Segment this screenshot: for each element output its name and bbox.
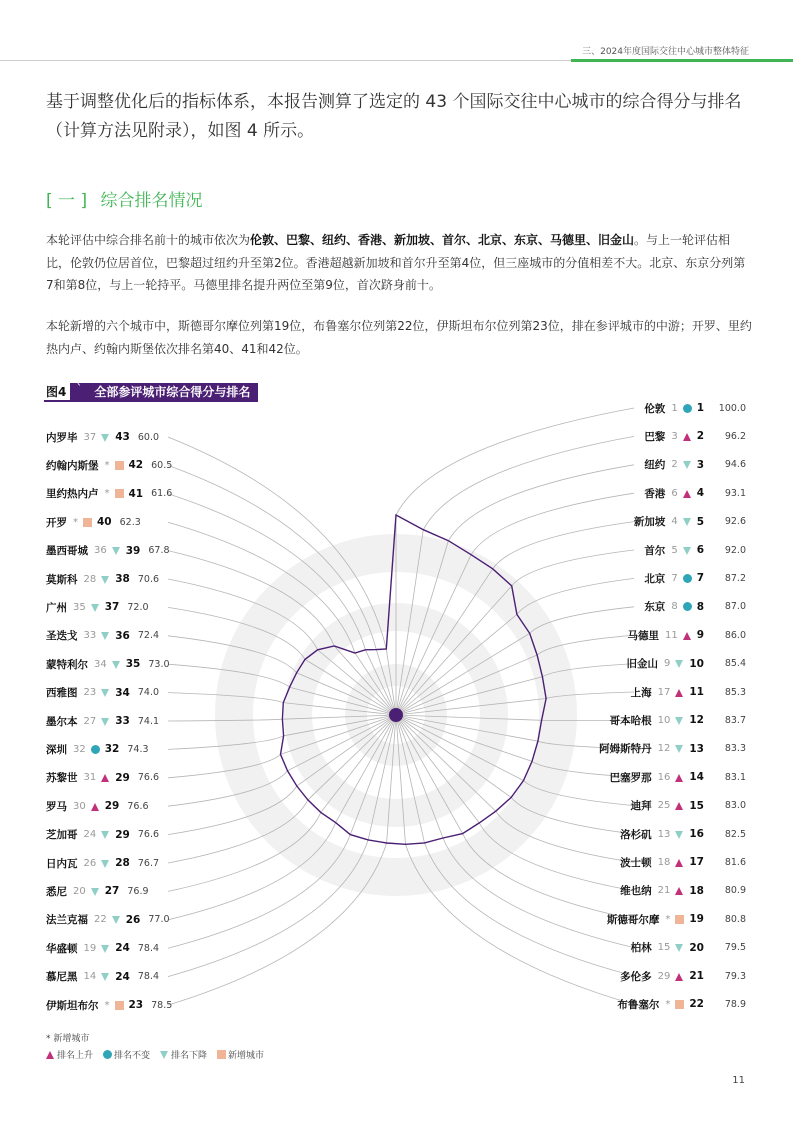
current-rank: 29 [115, 828, 130, 841]
city-row [46, 996, 286, 1014]
rank-change-circle-icon [683, 404, 692, 413]
section-title: 综合排名情况 [100, 191, 203, 211]
city-name: 日内瓦 [46, 857, 78, 870]
city-row [450, 456, 746, 474]
rank-change-down-triangle-icon [91, 887, 100, 896]
current-rank: 15 [689, 799, 704, 812]
city-row [46, 911, 286, 929]
rank-change-down-triangle-icon [101, 944, 110, 953]
city-row [46, 428, 286, 446]
city-row [450, 626, 746, 644]
rank-change-square-icon [115, 489, 124, 498]
city-name: 罗马 [46, 800, 67, 813]
city-row [46, 712, 286, 730]
previous-rank: * [104, 488, 110, 500]
previous-rank: 4 [671, 516, 678, 528]
composite-score: 74.3 [127, 743, 149, 755]
previous-rank: 10 [657, 714, 671, 726]
down-triangle-icon [160, 1050, 169, 1059]
city-name: 布鲁塞尔 [617, 998, 660, 1011]
composite-score: 76.6 [137, 829, 160, 841]
city-row [450, 910, 746, 928]
city-name: 纽约 [644, 459, 666, 472]
previous-rank: 36 [94, 545, 107, 557]
current-rank: 1 [696, 402, 704, 414]
previous-rank: 34 [94, 658, 107, 670]
rank-change-square-icon [675, 1000, 684, 1009]
composite-score: 79.3 [724, 970, 746, 982]
city-row [450, 598, 746, 616]
composite-score: 85.3 [724, 686, 746, 698]
city-name: 蒙特利尔 [46, 658, 88, 671]
city-name: 柏林 [630, 942, 652, 955]
current-rank: 38 [115, 573, 130, 585]
composite-score: 74.0 [137, 687, 160, 699]
current-rank: 32 [104, 743, 120, 756]
previous-rank: 30 [73, 800, 86, 812]
radar-center-dot [389, 708, 403, 722]
rank-change-up-triangle-icon [675, 972, 684, 981]
current-rank: 28 [115, 857, 130, 869]
previous-rank: * [665, 913, 671, 925]
city-name: 苏黎世 [46, 772, 78, 785]
previous-rank: 1 [671, 402, 678, 414]
current-rank: 17 [689, 856, 704, 869]
city-row [46, 939, 286, 957]
city-row [46, 826, 286, 844]
previous-rank: 17 [657, 686, 671, 698]
current-rank: 21 [689, 970, 704, 982]
city-name: 法兰克福 [46, 914, 88, 927]
current-rank: 14 [689, 771, 704, 784]
composite-score: 79.5 [724, 942, 746, 954]
rank-change-up-triangle-icon [675, 801, 684, 810]
previous-rank: 27 [83, 715, 97, 727]
current-rank: 27 [104, 885, 120, 898]
composite-score: 93.1 [724, 487, 746, 499]
rank-change-square-icon [83, 518, 92, 527]
previous-rank: 11 [664, 629, 678, 641]
current-rank: 7 [696, 572, 704, 585]
composite-score: 86.0 [724, 629, 746, 641]
composite-score: 62.3 [119, 516, 141, 528]
city-row [450, 740, 746, 758]
composite-score: 96.2 [724, 430, 746, 442]
composite-score: 92.6 [724, 516, 746, 528]
composite-score: 82.5 [724, 828, 746, 840]
city-name: 莫斯科 [46, 573, 78, 586]
rank-change-square-icon [115, 1001, 124, 1010]
previous-rank: 28 [83, 573, 97, 585]
city-name: 斯德哥尔摩 [606, 913, 660, 926]
current-rank: 24 [115, 942, 130, 955]
city-name: 多伦多 [620, 970, 652, 983]
city-row [46, 570, 286, 588]
rank-change-up-triangle-icon [683, 432, 692, 441]
current-rank: 33 [115, 715, 130, 727]
rank-change-down-triangle-icon [101, 631, 110, 640]
city-name: 迪拜 [630, 800, 652, 813]
city-name: 阿姆斯特丹 [599, 743, 652, 756]
rank-change-down-triangle-icon [683, 460, 692, 469]
current-rank: 37 [104, 601, 120, 614]
previous-rank: 23 [83, 687, 97, 699]
city-row [46, 769, 286, 787]
city-name: 圣迭戈 [46, 630, 78, 643]
paragraph-rest: 。与上一轮评估相比，伦敦仍位居首位，巴黎超过纽约升至第2位。香港超越新加坡和首尔升至第4位，但三座城市的分值相差不大。北京、东京分列第7和第8位，与上一轮持平。马德里排名提升两位至第9位，首次跻身前十。 [46, 233, 746, 292]
composite-score: 83.0 [724, 800, 746, 812]
rank-change-up-triangle-icon [683, 489, 692, 498]
city-row [450, 797, 746, 815]
composite-score: 83.3 [724, 743, 746, 755]
composite-score: 100.0 [718, 402, 746, 414]
rank-change-down-triangle-icon [675, 943, 684, 952]
rank-change-circle-icon [91, 745, 100, 754]
composite-score: 67.8 [148, 545, 170, 557]
circle-icon [103, 1050, 112, 1059]
city-name: 内罗毕 [46, 431, 78, 444]
previous-rank: 14 [83, 971, 97, 983]
previous-rank: 8 [671, 601, 678, 613]
city-name: 哥本哈根 [609, 714, 652, 727]
rank-change-down-triangle-icon [101, 830, 110, 839]
previous-rank: 32 [73, 743, 86, 755]
city-row [46, 542, 286, 560]
rank-change-down-triangle-icon [101, 575, 110, 584]
composite-score: 92.0 [724, 544, 746, 556]
city-name: 西雅图 [46, 687, 78, 700]
city-row [46, 627, 286, 645]
city-row [46, 797, 286, 815]
city-row [450, 541, 746, 559]
city-row [450, 882, 746, 900]
composite-score: 77.0 [148, 914, 170, 926]
city-name: 伦敦 [644, 402, 666, 415]
city-row [46, 684, 286, 702]
legend-up: 排名上升 [46, 1048, 93, 1061]
current-rank: 11 [689, 686, 704, 698]
previous-rank: 37 [83, 431, 97, 443]
current-rank: 26 [125, 913, 141, 926]
current-rank: 23 [128, 999, 144, 1011]
previous-rank: 33 [83, 630, 97, 642]
city-name: 里约热内卢 [46, 488, 99, 501]
previous-rank: * [73, 516, 78, 528]
composite-score: 70.6 [137, 573, 160, 585]
rank-change-square-icon [115, 461, 124, 470]
composite-score: 81.6 [724, 856, 746, 868]
city-row [46, 968, 286, 986]
previous-rank: 19 [83, 942, 97, 954]
previous-rank: 6 [671, 487, 678, 499]
city-row [450, 768, 746, 786]
square-icon [217, 1050, 226, 1059]
previous-rank: 20 [73, 885, 86, 897]
rank-change-up-triangle-icon [675, 858, 684, 867]
current-rank: 4 [696, 487, 704, 500]
current-rank: 19 [689, 913, 704, 926]
figure-number: 图4 [44, 383, 70, 402]
city-row [46, 882, 286, 900]
current-rank: 29 [115, 771, 130, 784]
composite-score: 76.6 [127, 800, 149, 812]
current-rank: 5 [696, 515, 704, 528]
legend-new: 新增城市 [217, 1048, 264, 1061]
current-rank: 36 [115, 629, 130, 642]
city-name: 首尔 [644, 544, 666, 557]
rank-change-up-triangle-icon [675, 688, 684, 697]
city-name: 巴黎 [644, 430, 666, 443]
rank-change-down-triangle-icon [683, 546, 692, 555]
previous-rank: 2 [671, 459, 678, 471]
composite-score: 72.4 [137, 630, 160, 642]
current-rank: 18 [689, 884, 704, 897]
city-row [46, 598, 286, 616]
rank-change-down-triangle-icon [91, 603, 100, 612]
city-name: 维也纳 [620, 885, 652, 898]
composite-score: 60.5 [151, 459, 173, 471]
city-row [46, 456, 286, 474]
previous-rank: 7 [671, 572, 678, 584]
legend [46, 1048, 274, 1061]
city-name: 新加坡 [633, 516, 666, 529]
figure-title: 全部参评城市综合得分与排名 [90, 383, 258, 402]
previous-rank: 5 [671, 544, 678, 556]
current-rank: 24 [115, 970, 130, 983]
composite-score: 76.9 [127, 885, 149, 897]
rank-change-down-triangle-icon [112, 660, 121, 669]
rank-change-circle-icon [683, 602, 692, 611]
legend-new-city-note: * 新增城市 [46, 1034, 90, 1044]
city-row [46, 740, 286, 758]
rank-change-down-triangle-icon [101, 972, 110, 981]
current-rank: 8 [696, 600, 704, 613]
current-rank: 6 [696, 544, 704, 556]
current-rank: 34 [115, 686, 130, 699]
city-name: 旧金山 [626, 658, 658, 671]
city-name: 香港 [644, 487, 666, 500]
composite-score: 61.6 [151, 488, 173, 500]
composite-score: 85.4 [724, 658, 746, 670]
current-rank: 10 [689, 657, 704, 670]
previous-rank: * [665, 998, 671, 1010]
paragraph-lead: 本轮评估中综合排名前十的城市依次为 [46, 233, 251, 247]
city-row [46, 485, 286, 503]
rank-change-up-triangle-icon [675, 773, 684, 782]
current-rank: 3 [696, 458, 704, 471]
city-name: 洛杉矶 [620, 828, 652, 841]
rank-change-down-triangle-icon [101, 859, 110, 868]
composite-score: 73.0 [148, 658, 170, 670]
previous-rank: 9 [664, 658, 671, 670]
rank-change-down-triangle-icon [675, 659, 684, 668]
previous-rank: 13 [657, 828, 671, 840]
rank-change-down-triangle-icon [101, 688, 110, 697]
city-row [450, 853, 746, 871]
previous-rank: 29 [657, 970, 671, 982]
section-bracket: [ 一 ] [46, 191, 88, 211]
composite-score: 83.7 [724, 714, 746, 726]
rank-change-circle-icon [683, 574, 692, 583]
current-rank: 22 [689, 998, 704, 1011]
previous-rank: 15 [657, 942, 671, 954]
city-row [450, 967, 746, 985]
rank-change-down-triangle-icon [683, 517, 692, 526]
city-row [450, 569, 746, 587]
city-row [450, 711, 746, 729]
rank-change-down-triangle-icon [112, 915, 121, 924]
rank-change-up-triangle-icon [675, 886, 684, 895]
composite-score: 87.2 [724, 572, 746, 584]
previous-rank: 21 [657, 885, 671, 897]
current-rank: 40 [97, 516, 112, 529]
city-row [450, 427, 746, 445]
previous-rank: 35 [73, 601, 86, 613]
composite-score: 78.9 [724, 998, 746, 1010]
city-name: 马德里 [627, 629, 659, 642]
current-rank: 41 [128, 487, 144, 500]
current-rank: 13 [689, 742, 704, 755]
city-name: 华盛顿 [46, 942, 78, 955]
current-rank: 12 [689, 714, 704, 727]
composite-score: 74.1 [137, 715, 160, 727]
rank-change-down-triangle-icon [112, 546, 121, 555]
current-rank: 20 [689, 941, 704, 954]
rank-change-up-triangle-icon [101, 773, 110, 782]
composite-score: 72.0 [127, 601, 149, 613]
previous-rank: 31 [83, 772, 97, 784]
city-row [450, 995, 746, 1013]
composite-score: 60.0 [137, 431, 160, 443]
previous-rank: 12 [657, 743, 671, 755]
current-rank: 43 [115, 431, 130, 443]
composite-score: 76.6 [137, 772, 160, 784]
legend-same: 排名不变 [103, 1048, 150, 1061]
city-row [46, 854, 286, 872]
legend-down: 排名下降 [160, 1048, 207, 1061]
rank-change-down-triangle-icon [675, 744, 684, 753]
composite-score: 78.5 [151, 999, 173, 1011]
city-name: 伊斯坦布尔 [46, 999, 99, 1012]
rank-change-down-triangle-icon [675, 830, 684, 839]
rank-change-up-triangle-icon [683, 631, 692, 640]
intro-paragraph: 基于调整优化后的指标体系，本报告测算了选定的 43 个国际交往中心城市的综合得分与排名（计算方法见附录），如图 4 所示。 [46, 92, 742, 141]
rank-change-down-triangle-icon [101, 717, 110, 726]
city-name: 广州 [46, 601, 67, 614]
city-row [450, 825, 746, 843]
previous-rank: 25 [657, 800, 671, 812]
city-name: 慕尼黑 [46, 971, 78, 984]
city-name: 开罗 [46, 516, 67, 529]
previous-rank: 24 [83, 829, 97, 841]
current-rank: 35 [125, 658, 141, 671]
previous-rank: * [104, 999, 110, 1011]
composite-score: 87.0 [724, 601, 746, 613]
city-name: 墨西哥城 [46, 545, 88, 558]
rank-change-down-triangle-icon [675, 716, 684, 725]
city-row [450, 513, 746, 531]
composite-score: 80.8 [724, 913, 746, 925]
paragraph-new-cities: 本轮新增的六个城市中，斯德哥尔摩位列第19位，布鲁塞尔位列第22位，伊斯坦布尔位列第23位，排在参评城市的中游；开罗、里约热内卢、约翰内斯堡依次排名第40、41和42位。 [46, 319, 752, 356]
city-name: 东京 [644, 601, 666, 614]
previous-rank: 26 [83, 857, 97, 869]
composite-score: 78.4 [137, 971, 160, 983]
up-triangle-icon [46, 1050, 55, 1059]
city-name: 波士顿 [620, 856, 652, 869]
city-row [450, 939, 746, 957]
city-row [450, 484, 746, 502]
city-name: 约翰内斯堡 [46, 459, 99, 472]
city-name: 悉尼 [46, 885, 67, 898]
city-row [46, 513, 286, 531]
city-name: 上海 [630, 686, 652, 699]
city-name: 北京 [644, 572, 666, 585]
city-row [450, 655, 746, 673]
composite-score: 76.7 [137, 857, 160, 869]
city-row [450, 683, 746, 701]
current-rank: 9 [696, 629, 704, 642]
previous-rank: 22 [94, 914, 107, 926]
city-row [450, 399, 746, 417]
current-rank: 2 [696, 430, 704, 443]
city-name: 芝加哥 [46, 829, 78, 842]
composite-score: 78.4 [137, 942, 160, 954]
rank-change-down-triangle-icon [101, 433, 110, 442]
current-rank: 39 [125, 544, 141, 557]
city-name: 墨尔本 [46, 715, 78, 728]
running-header: 三、2024年度国际交往中心城市整体特征 [582, 47, 749, 57]
city-row [46, 655, 286, 673]
previous-rank: * [104, 459, 110, 471]
composite-score: 80.9 [724, 885, 746, 897]
city-name: 深圳 [46, 743, 67, 756]
previous-rank: 3 [671, 430, 678, 442]
rank-change-up-triangle-icon [91, 802, 100, 811]
city-name: 巴塞罗那 [609, 771, 652, 784]
current-rank: 29 [104, 800, 120, 813]
composite-score: 83.1 [724, 771, 746, 783]
top-ten-cities: 伦敦、巴黎、纽约、香港、新加坡、首尔、北京、东京、马德里、旧金山 [250, 233, 635, 247]
page-number: 11 [732, 1075, 745, 1086]
current-rank: 42 [128, 459, 144, 472]
previous-rank: 16 [657, 771, 671, 783]
rank-change-square-icon [675, 915, 684, 924]
previous-rank: 18 [657, 856, 671, 868]
composite-score: 94.6 [724, 459, 746, 471]
current-rank: 16 [689, 828, 704, 840]
